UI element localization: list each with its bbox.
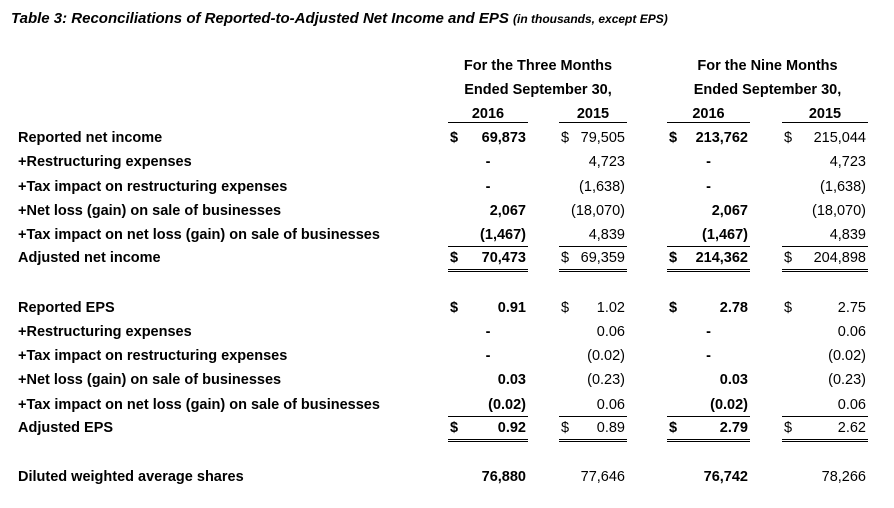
three-months-header-line2: Ended September 30, [464, 82, 612, 98]
value-cell [559, 154, 627, 173]
cell-value: 0.06 [596, 397, 625, 413]
cell-value: 4,723 [829, 154, 866, 170]
currency-symbol: $ [784, 250, 793, 266]
value-cell [782, 324, 868, 343]
cell-value: 2,067 [489, 203, 526, 219]
currency-symbol: $ [669, 250, 678, 266]
cell-value: 0.06 [837, 397, 866, 413]
cell-value: 79,505 [580, 130, 625, 146]
currency-symbol: $ [450, 420, 459, 436]
table-row [0, 127, 894, 149]
cell-value: (0.02) [587, 348, 625, 364]
cell-value: (1,638) [820, 179, 866, 195]
cell-value: 69,873 [481, 130, 526, 146]
value-cell [448, 300, 528, 319]
currency-symbol: $ [450, 300, 459, 316]
value-cell [667, 203, 750, 222]
value-cell [559, 300, 627, 319]
cell-value: 0.06 [596, 324, 625, 340]
currency-symbol: $ [669, 130, 678, 146]
value-cell [448, 397, 528, 417]
cell-value: 2.62 [837, 420, 866, 436]
year-header-2016-three: 2016 [448, 106, 528, 123]
cell-value: - [706, 324, 711, 340]
value-cell [782, 250, 868, 272]
value-cell [559, 250, 627, 272]
table-row [0, 247, 894, 269]
cell-value: (1,638) [579, 179, 625, 195]
currency-symbol: $ [561, 420, 570, 436]
currency-symbol: $ [784, 420, 793, 436]
value-cell [782, 397, 868, 417]
currency-symbol: $ [784, 130, 793, 146]
cell-value: (18,070) [570, 203, 625, 219]
cell-value: - [706, 348, 711, 364]
value-cell [782, 300, 868, 319]
row-label: +Tax impact on restructuring expenses [18, 179, 288, 195]
cell-value: 70,473 [481, 250, 526, 266]
value-cell [448, 324, 528, 343]
row-label: +Net loss (gain) on sale of businesses [18, 203, 282, 219]
row-label: +Restructuring expenses [18, 154, 192, 170]
nine-months-header-line2: Ended September 30, [693, 82, 842, 98]
value-cell [667, 227, 750, 247]
value-cell [782, 179, 868, 198]
currency-symbol: $ [450, 250, 459, 266]
value-cell [559, 324, 627, 343]
row-label: +Tax impact on net loss (gain) on sale of businesses [18, 227, 380, 243]
cell-value: 0.03 [719, 372, 748, 388]
value-cell [448, 203, 528, 222]
cell-value: (0.02) [710, 397, 748, 413]
cell-value: 4,723 [588, 154, 625, 170]
table-title-note: (in thousands, except EPS) [513, 12, 668, 26]
value-cell [448, 348, 528, 367]
cell-value: 213,762 [695, 130, 748, 146]
value-cell [782, 203, 868, 222]
value-cell [667, 469, 750, 488]
cell-value: - [485, 348, 491, 364]
value-cell [448, 227, 528, 247]
currency-symbol: $ [561, 130, 570, 146]
value-cell [782, 130, 868, 149]
value-cell [667, 300, 750, 319]
value-cell [782, 469, 868, 488]
cell-value: (1,467) [702, 227, 748, 243]
row-label: +Tax impact on restructuring expenses [18, 348, 288, 364]
nine-months-header-line1: For the Nine Months [697, 58, 838, 74]
row-label: +Tax impact on net loss (gain) on sale of businesses [18, 397, 380, 413]
cell-value: (0.23) [587, 372, 625, 388]
cell-value: 0.06 [837, 324, 866, 340]
row-label: Adjusted EPS [18, 420, 114, 436]
cell-value: (0.02) [488, 397, 526, 413]
cell-value: 4,839 [588, 227, 625, 243]
value-cell [667, 372, 750, 391]
table-title-main: Table 3: Reconciliations of Reported-to-Adjusted Net Income and EPS [11, 10, 509, 27]
cell-value: (0.02) [828, 348, 866, 364]
value-cell [448, 130, 528, 149]
year-header-2016-nine: 2016 [667, 106, 750, 123]
cell-value: 76,880 [481, 469, 526, 485]
currency-symbol: $ [669, 300, 678, 316]
row-label: Reported EPS [18, 300, 115, 316]
table-row [0, 345, 894, 367]
cell-value: 2.75 [837, 300, 866, 316]
table-row [0, 151, 894, 173]
cell-value: 78,266 [821, 469, 866, 485]
value-cell [448, 420, 528, 442]
value-cell [559, 130, 627, 149]
currency-symbol: $ [561, 250, 570, 266]
value-cell [667, 324, 750, 343]
year-header-2015-nine: 2015 [782, 106, 868, 123]
row-label: +Restructuring expenses [18, 324, 192, 340]
table-row [0, 224, 894, 246]
row-label: Adjusted net income [18, 250, 161, 266]
cell-value: 69,359 [580, 250, 625, 266]
row-label: +Net loss (gain) on sale of businesses [18, 372, 282, 388]
cell-value: 76,742 [703, 469, 748, 485]
value-cell [782, 154, 868, 173]
cell-value: - [706, 154, 711, 170]
cell-value: 0.92 [497, 420, 526, 436]
value-cell [559, 397, 627, 417]
cell-value: 0.89 [596, 420, 625, 436]
cell-value: - [485, 154, 491, 170]
cell-value: 2,067 [711, 203, 748, 219]
cell-value: 4,839 [829, 227, 866, 243]
value-cell [448, 469, 528, 488]
value-cell [448, 372, 528, 391]
cell-value: 204,898 [813, 250, 866, 266]
value-cell [667, 348, 750, 367]
cell-value: - [706, 179, 711, 195]
value-cell [667, 397, 750, 417]
value-cell [667, 420, 750, 442]
row-label: Diluted weighted average shares [18, 469, 244, 485]
value-cell [782, 227, 868, 247]
table-row [0, 394, 894, 416]
row-label: Reported net income [18, 130, 163, 146]
three-months-header-line1: For the Three Months [463, 58, 613, 74]
currency-symbol: $ [784, 300, 793, 316]
value-cell [559, 372, 627, 391]
value-cell [782, 372, 868, 391]
cell-value: 0.91 [497, 300, 526, 316]
value-cell [559, 348, 627, 367]
value-cell [667, 250, 750, 272]
currency-symbol: $ [450, 130, 459, 146]
value-cell [782, 420, 868, 442]
cell-value: 215,044 [813, 130, 866, 146]
value-cell [559, 179, 627, 198]
cell-value: (0.23) [828, 372, 866, 388]
currency-symbol: $ [561, 300, 570, 316]
value-cell [559, 203, 627, 222]
table-row [0, 321, 894, 343]
table-row [0, 369, 894, 391]
cell-value: 214,362 [695, 250, 748, 266]
value-cell [559, 420, 627, 442]
value-cell [559, 227, 627, 247]
value-cell [448, 250, 528, 272]
table-row [0, 297, 894, 319]
cell-value: - [485, 324, 491, 340]
value-cell [448, 154, 528, 173]
table-row [0, 466, 894, 488]
table-title [11, 10, 668, 27]
value-cell [782, 348, 868, 367]
value-cell [667, 179, 750, 198]
currency-symbol: $ [669, 420, 678, 436]
table-row [0, 200, 894, 222]
cell-value: 77,646 [580, 469, 625, 485]
cell-value: (18,070) [811, 203, 866, 219]
value-cell [448, 179, 528, 198]
cell-value: 1.02 [596, 300, 625, 316]
cell-value: 2.79 [719, 420, 748, 436]
cell-value: 0.03 [497, 372, 526, 388]
year-header-2015-three: 2015 [559, 106, 627, 123]
cell-value: - [485, 179, 491, 195]
value-cell [667, 154, 750, 173]
table-row [0, 176, 894, 198]
cell-value: 2.78 [719, 300, 748, 316]
table-row [0, 417, 894, 439]
cell-value: (1,467) [480, 227, 526, 243]
value-cell [559, 469, 627, 488]
value-cell [667, 130, 750, 149]
